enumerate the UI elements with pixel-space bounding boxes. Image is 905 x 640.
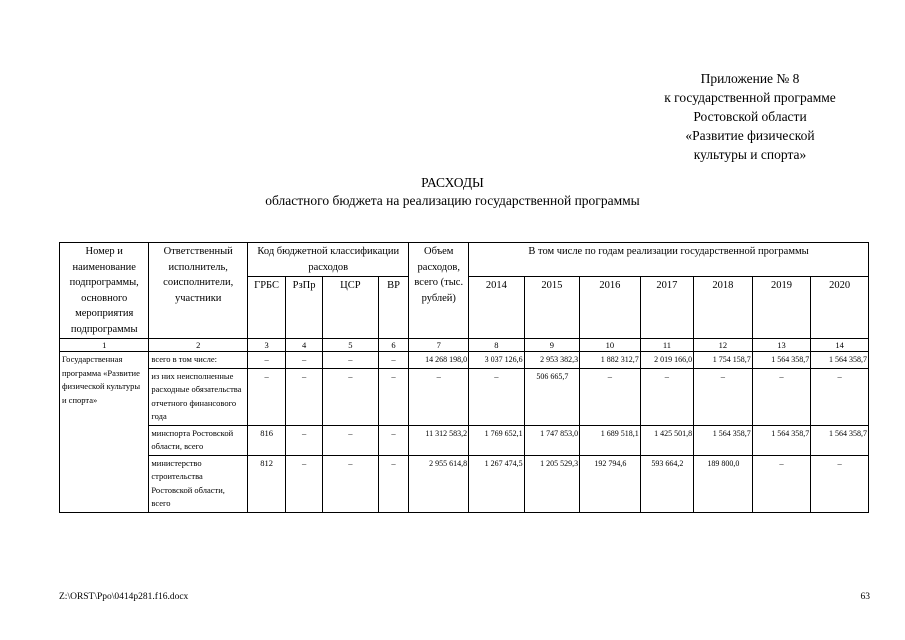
total-cell: – xyxy=(409,368,469,425)
executor-cell: всего в том числе: xyxy=(149,352,248,369)
year-cell: 1 747 853,0 xyxy=(524,425,580,455)
header-year: 2017 xyxy=(640,277,693,339)
document-title xyxy=(0,174,905,210)
grbs-cell: 816 xyxy=(248,425,286,455)
column-number: 7 xyxy=(409,339,469,352)
column-number: 1 xyxy=(60,339,149,352)
header-executor: Ответственный исполнитель, соисполнители, участники xyxy=(149,243,248,339)
vr-cell: – xyxy=(378,368,409,425)
column-number: 3 xyxy=(248,339,286,352)
year-cell: – xyxy=(752,368,811,425)
header-vr: ВР xyxy=(378,277,409,339)
header-year: 2016 xyxy=(580,277,641,339)
header-year: 2015 xyxy=(524,277,580,339)
header-volume: Объем расходов, всего (тыс. рублей) xyxy=(409,243,469,339)
expenses-table xyxy=(59,242,869,513)
year-cell: 189 800,0 xyxy=(694,455,753,512)
column-number: 9 xyxy=(524,339,580,352)
year-cell: – xyxy=(469,368,525,425)
executor-cell: минспорта Ростовской области, всего xyxy=(149,425,248,455)
column-number: 11 xyxy=(640,339,693,352)
year-cell: 1 564 358,7 xyxy=(694,425,753,455)
column-number: 6 xyxy=(378,339,409,352)
grbs-cell: – xyxy=(248,352,286,369)
year-cell: 2 019 166,0 xyxy=(640,352,693,369)
column-number: 2 xyxy=(149,339,248,352)
csr-cell: – xyxy=(323,455,379,512)
year-cell: 1 564 358,7 xyxy=(811,425,869,455)
appendix-line: Ростовской области xyxy=(693,109,807,124)
vr-cell: – xyxy=(378,455,409,512)
year-cell: 1 769 652,1 xyxy=(469,425,525,455)
year-cell: 3 037 126,6 xyxy=(469,352,525,369)
year-cell: 1 564 358,7 xyxy=(752,352,811,369)
year-cell: 1 882 312,7 xyxy=(580,352,641,369)
file-path-footer: Z:\ORST\Ppo\0414p281.f16.docx xyxy=(59,592,189,602)
column-number: 8 xyxy=(469,339,525,352)
year-cell: – xyxy=(811,455,869,512)
page-number: 63 xyxy=(860,592,870,602)
year-cell: 1 754 158,7 xyxy=(694,352,753,369)
header-year: 2020 xyxy=(811,277,869,339)
year-cell: 1 564 358,7 xyxy=(752,425,811,455)
header-name: Номер и наименование подпрограммы, основного мероприятия подпрограммы xyxy=(60,243,149,339)
total-cell: 2 955 614,8 xyxy=(409,455,469,512)
column-number: 14 xyxy=(811,339,869,352)
year-cell: – xyxy=(752,455,811,512)
year-cell: 1 564 358,7 xyxy=(811,352,869,369)
rzpr-cell: – xyxy=(286,352,323,369)
year-cell: 2 953 382,3 xyxy=(524,352,580,369)
executor-cell: из них неисполненные расходные обязательства отчетного финансового года xyxy=(149,368,248,425)
title-line-1: РАСХОДЫ xyxy=(421,175,484,190)
vr-cell: – xyxy=(378,425,409,455)
rzpr-cell: – xyxy=(286,368,323,425)
header-year: 2014 xyxy=(469,277,525,339)
executor-cell: министерство строительства Ростовской области, всего xyxy=(149,455,248,512)
column-number: 12 xyxy=(694,339,753,352)
header-year: 2019 xyxy=(752,277,811,339)
column-number: 13 xyxy=(752,339,811,352)
header-year: 2018 xyxy=(694,277,753,339)
year-cell: 1 425 501,8 xyxy=(640,425,693,455)
year-cell: – xyxy=(694,368,753,425)
column-number: 5 xyxy=(323,339,379,352)
title-line-2: областного бюджета на реализацию государственной программы xyxy=(265,193,640,208)
appendix-line: «Развитие физической xyxy=(685,128,815,143)
appendix-caption xyxy=(600,69,900,164)
appendix-line: культуры и спорта» xyxy=(693,147,807,162)
vr-cell: – xyxy=(378,352,409,369)
year-cell: 1 205 529,3 xyxy=(524,455,580,512)
header-grbs: ГРБС xyxy=(248,277,286,339)
year-cell: 506 665,7 xyxy=(524,368,580,425)
table-row xyxy=(60,368,869,425)
column-number-row xyxy=(60,339,869,352)
rzpr-cell: – xyxy=(286,455,323,512)
header-csr: ЦСР xyxy=(323,277,379,339)
csr-cell: – xyxy=(323,368,379,425)
grbs-cell: – xyxy=(248,368,286,425)
rzpr-cell: – xyxy=(286,425,323,455)
table-row xyxy=(60,455,869,512)
year-cell: – xyxy=(580,368,641,425)
header-years: В том числе по годам реализации государственной программы xyxy=(469,243,869,277)
total-cell: 11 312 583,2 xyxy=(409,425,469,455)
column-number: 4 xyxy=(286,339,323,352)
year-cell: 1 689 518,1 xyxy=(580,425,641,455)
table-row xyxy=(60,425,869,455)
total-cell: 14 268 198,0 xyxy=(409,352,469,369)
program-name-cell: Государственная программа «Развитие физической культуры и спорта» xyxy=(60,352,149,513)
header-budget-code: Код бюджетной классификации расходов xyxy=(248,243,409,277)
year-cell: – xyxy=(811,368,869,425)
appendix-line: Приложение № 8 xyxy=(700,71,800,86)
grbs-cell: 812 xyxy=(248,455,286,512)
csr-cell: – xyxy=(323,352,379,369)
column-number: 10 xyxy=(580,339,641,352)
year-cell: 192 794,6 xyxy=(580,455,641,512)
year-cell: – xyxy=(640,368,693,425)
table-row xyxy=(60,352,869,369)
appendix-line: к государственной программе xyxy=(664,90,836,105)
csr-cell: – xyxy=(323,425,379,455)
year-cell: 1 267 474,5 xyxy=(469,455,525,512)
header-rzpr: РзПр xyxy=(286,277,323,339)
year-cell: 593 664,2 xyxy=(640,455,693,512)
